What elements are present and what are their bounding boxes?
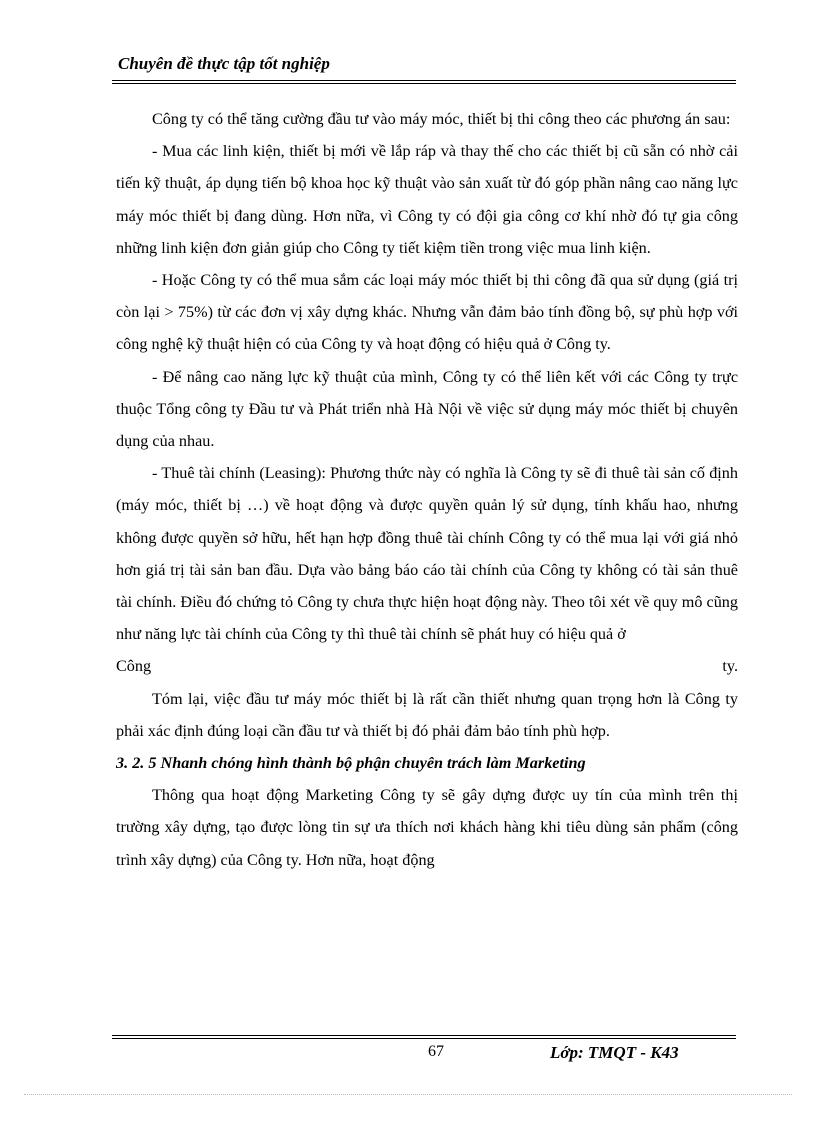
header-rule-top	[112, 80, 736, 81]
paragraph-5: - Thuê tài chính (Leasing): Phương thức này có nghĩa là Công ty sẽ đi thuê tài sản cố định (máy móc, thiết bị …) về hoạt động và được quyền quản lý sử dụng, tính khấu hao, nhưng không được quyền sở hữu, hết hạn hợp đồng thuê tài chính Công ty có thể mua lại với giá nhỏ hơn giá trị tài sản ban đầu. Dựa vào bảng báo cáo tài chính của Công ty không có tài sản thuê tài chính. Điều đó chứng tỏ Công ty chưa thực hiện hoạt động này. Theo tôi xét về quy mô cũng như năng lực tài chính của Công ty thì thuê tài chính sẽ phát huy có hiệu quả ở	[116, 464, 738, 644]
footer-rule-top	[112, 1035, 736, 1036]
page-bottom-dotted-line	[24, 1094, 792, 1095]
paragraph-5-last-left: Công	[116, 657, 152, 676]
class-label: Lớp: TMQT - K43	[550, 1043, 679, 1062]
page-number: 67	[428, 1043, 444, 1060]
paragraph-2: - Mua các linh kiện, thiết bị mới về lắp ráp và thay thế cho các thiết bị cũ sẵn có nhờ cải tiến kỹ thuật, áp dụng tiến bộ khoa học kỹ thuật vào sản xuất từ đó góp phần nâng cao năng lực máy móc thiết bị đang dùng. Hơn nữa, vì Công ty có đội gia công cơ khí nhờ đó tự gia công những linh kiện đơn giản giúp cho Công ty tiết kiệm tiền trong việc mua linh kiện.	[116, 142, 738, 257]
paragraph-5-last-right: ty.	[722, 657, 738, 676]
paragraph-5-last-line	[116, 650, 738, 682]
paragraph-4: - Để nâng cao năng lực kỹ thuật của mình, Công ty có thể liên kết với các Công ty trực thuộc Tổng công ty Đầu tư và Phát triển nhà Hà Nội về việc sử dụng máy móc thiết bị chuyên dụng của nhau.	[116, 367, 738, 451]
paragraph-3: - Hoặc Công ty có thể mua sắm các loại máy móc thiết bị thi công đã qua sử dụng (giá trị còn lại > 75%) từ các đơn vị xây dựng khác. Nhưng vẫn đảm bảo tính đồng bộ, sự phù hợp với công nghệ kỹ thuật hiện có của Công ty và hoạt động có hiệu quả ở Công ty.	[116, 271, 738, 354]
paragraph-1: Công ty có thể tăng cường đầu tư vào máy móc, thiết bị thi công theo các phương án sau:	[152, 110, 731, 128]
header-title: Chuyên đề thực tập tốt nghiệp	[118, 54, 330, 73]
footer-rule-bottom	[112, 1038, 736, 1039]
paragraph-6: Tóm lại, việc đầu tư máy móc thiết bị là rất cần thiết nhưng quan trọng hơn là Công ty phải xác định đúng loại cần đầu tư và thiết bị đó phải đảm bảo tính phù hợp.	[116, 689, 738, 740]
paragraph-7: Thông qua hoạt động Marketing Công ty sẽ gây dựng được uy tín của mình trên thị trường xây dựng, tạo được lòng tin sự ưa thích nơi khách hàng khi tiêu dùng sản phẩm (công trình xây dựng) của Công ty. Hơn nữa, hoạt động	[116, 786, 738, 869]
body-text	[116, 103, 738, 876]
header-rule-bottom	[112, 83, 736, 84]
section-heading: 3. 2. 5 Nhanh chóng hình thành bộ phận chuyên trách làm Marketing	[116, 754, 586, 773]
